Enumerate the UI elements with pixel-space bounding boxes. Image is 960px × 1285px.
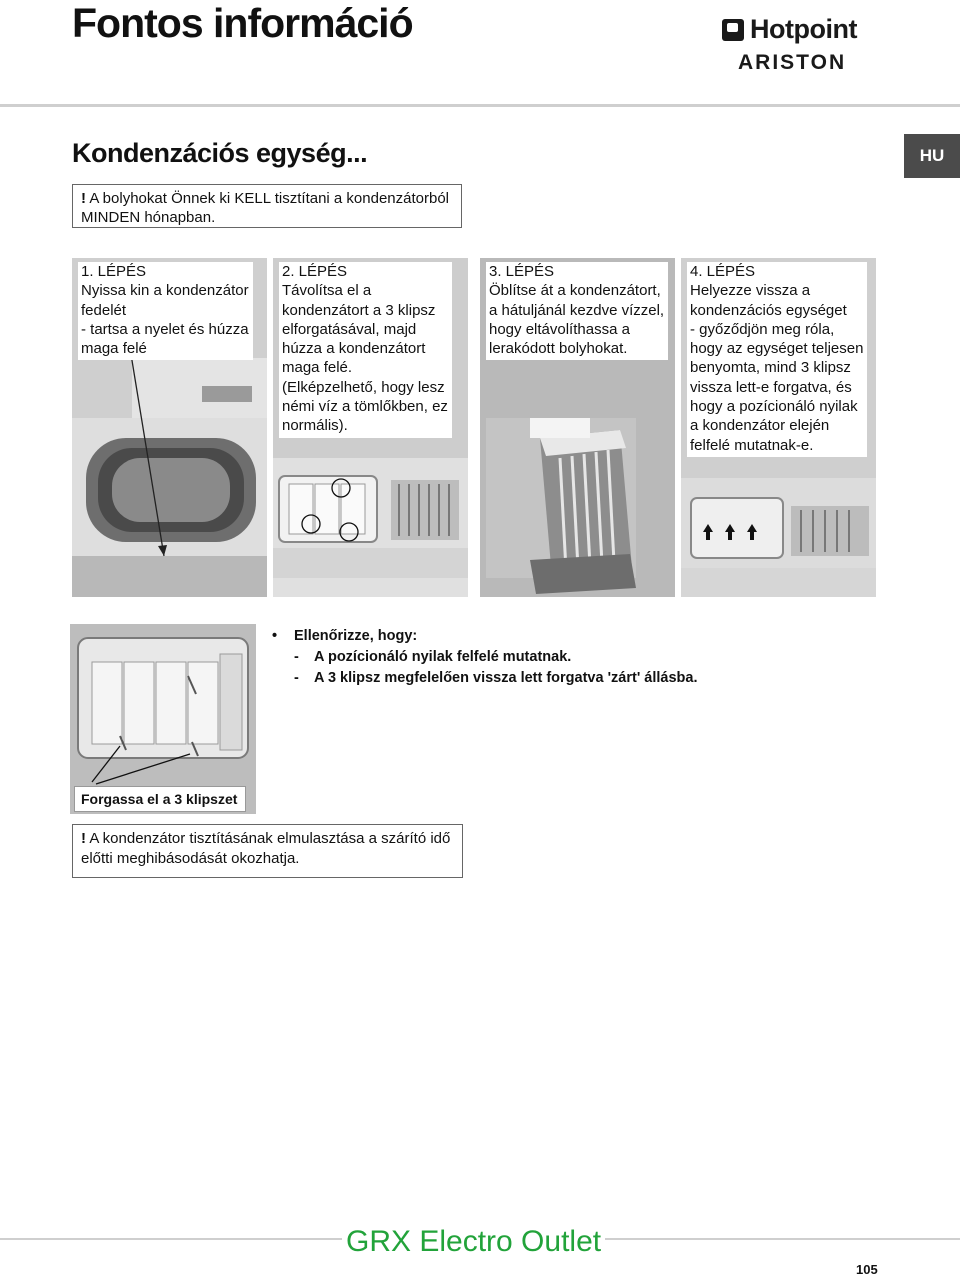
bullet-icon: • xyxy=(272,628,278,644)
checklist xyxy=(272,626,698,689)
header-divider xyxy=(0,104,960,107)
warning-mark: ! xyxy=(81,190,86,207)
checklist-heading-row xyxy=(272,626,698,647)
step-card-2 xyxy=(273,258,468,597)
language-tag: HU xyxy=(904,134,960,178)
step-card-4 xyxy=(681,258,876,597)
warning-box-bottom xyxy=(72,824,463,878)
step-2-text: 2. LÉPÉS Távolítsa el a kondenzátort a 3 klipsz elforgatásával, majd húzza a kondenzátort maga felé. (Elképzelhető, hogy lesz némi víz a tömlőkben, ez normális). xyxy=(279,262,452,438)
clips-caption: Forgassa el a 3 klipszet xyxy=(74,786,246,812)
warning-box-top xyxy=(72,184,462,228)
page-number: 105 xyxy=(856,1262,878,1277)
step-3-text: 3. LÉPÉS Öblítse át a kondenzátort, a hátuljánál kezdve vízzel, hogy eltávolíthassa a lerakódott bolyhokat. xyxy=(486,262,668,360)
step-1-text: 1. LÉPÉS Nyissa kin a kondenzátor fedelét - tartsa a nyelet és húzza maga felé xyxy=(78,262,253,360)
dash-icon: - xyxy=(294,649,299,665)
warning-text: A bolyhokat Önnek ki KELL tisztítani a kondenzátorból MINDEN hónapban. xyxy=(81,190,450,226)
step-card-1 xyxy=(72,258,267,597)
step-4-text: 4. LÉPÉS Helyezze vissza a kondenzációs egységet - győződjön meg róla, hogy az egységet teljesen benyomta, mind 3 klipsz vissza lett-e forgatva, és hogy a pozícionáló nyilak a kondenzátor elején felfelé mutatnak-e. xyxy=(687,262,867,457)
page-title: Fontos információ xyxy=(72,0,413,46)
brand-subname: ARISTON xyxy=(738,51,847,74)
dash-icon: - xyxy=(294,670,299,686)
step-card-3 xyxy=(480,258,675,597)
section-title: Kondenzációs egység... xyxy=(72,138,368,168)
brand-name: Hotpoint xyxy=(750,14,857,44)
checklist-item-text: A 3 klipsz megfelelően vissza lett forgatva 'zárt' állásba. xyxy=(314,670,698,686)
warning-mark: ! xyxy=(81,830,86,847)
checklist-item xyxy=(272,668,698,689)
warning-text: A kondenzátor tisztításának elmulasztása a szárító idő előtti meghibásodását okozhatja. xyxy=(81,830,451,867)
footer-brand: GRX Electro Outlet xyxy=(342,1225,605,1259)
checklist-heading: Ellenőrizze, hogy: xyxy=(294,628,418,644)
checklist-item-text: A pozícionáló nyilak felfelé mutatnak. xyxy=(314,649,572,665)
checklist-item xyxy=(272,647,698,668)
brand-logo xyxy=(722,14,882,84)
hotpoint-logo-icon xyxy=(722,19,744,41)
